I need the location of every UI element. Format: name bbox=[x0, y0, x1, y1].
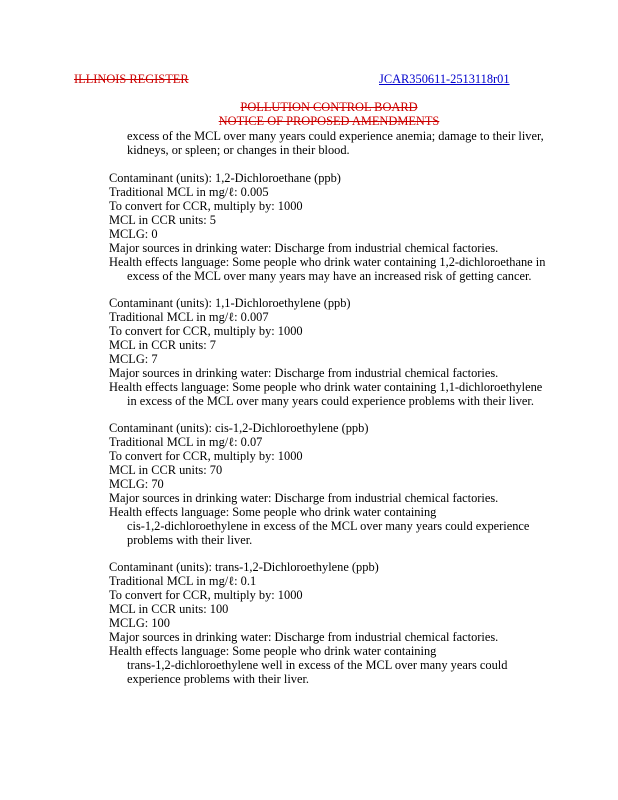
mcl-ccr-units: MCL in CCR units: 7 bbox=[109, 338, 216, 352]
jcar-code-link[interactable]: JCAR350611-2513118r01 bbox=[379, 72, 510, 86]
health-effects-cont: excess of the MCL over many years may have an increased risk of getting cancer. bbox=[127, 269, 532, 283]
contaminant-name: Contaminant (units): cis-1,2-Dichloroethylene (ppb) bbox=[109, 421, 369, 435]
traditional-mcl: Traditional MCL in mg/ℓ: 0.007 bbox=[109, 310, 269, 324]
mcl-ccr-units: MCL in CCR units: 70 bbox=[109, 463, 223, 477]
health-effects: Health effects language: Some people who drink water containing bbox=[109, 505, 437, 519]
mclg-value: MCLG: 7 bbox=[109, 352, 158, 366]
contaminant-name: Contaminant (units): 1,1-Dichloroethylene (ppb) bbox=[109, 296, 351, 310]
notice-title: NOTICE OF PROPOSED AMENDMENTS bbox=[218, 114, 440, 128]
health-effects: Health effects language: Some people who drink water containing 1,1-dichloroethylene bbox=[109, 380, 543, 394]
health-effects: Health effects language: Some people who drink water containing 1,2-dichloroethane in bbox=[109, 255, 546, 269]
mclg-value: MCLG: 100 bbox=[109, 616, 170, 630]
major-sources: Major sources in drinking water: Discharge from industrial chemical factories. bbox=[109, 630, 499, 644]
major-sources: Major sources in drinking water: Discharge from industrial chemical factories. bbox=[109, 241, 499, 255]
contaminant-name: Contaminant (units): trans-1,2-Dichloroethylene (ppb) bbox=[109, 560, 379, 574]
contaminant-name: Contaminant (units): 1,2-Dichloroethane (ppb) bbox=[109, 171, 341, 185]
health-effects-cont: in excess of the MCL over many years could experience problems with their liver. bbox=[127, 394, 534, 408]
board-name: POLLUTION CONTROL BOARD bbox=[240, 100, 418, 114]
ccr-multiplier: To convert for CCR, multiply by: 1000 bbox=[109, 199, 303, 213]
traditional-mcl: Traditional MCL in mg/ℓ: 0.005 bbox=[109, 185, 269, 199]
health-effects-cont: experience problems with their liver. bbox=[127, 672, 310, 686]
mclg-value: MCLG: 0 bbox=[109, 227, 158, 241]
major-sources: Major sources in drinking water: Discharge from industrial chemical factories. bbox=[109, 491, 499, 505]
intro-line: kidneys, or spleen; or changes in their blood. bbox=[127, 143, 350, 157]
health-effects-cont: trans-1,2-dichloroethylene well in excess of the MCL over many years could bbox=[127, 658, 508, 672]
major-sources: Major sources in drinking water: Discharge from industrial chemical factories. bbox=[109, 366, 499, 380]
traditional-mcl: Traditional MCL in mg/ℓ: 0.07 bbox=[109, 435, 263, 449]
ccr-multiplier: To convert for CCR, multiply by: 1000 bbox=[109, 588, 303, 602]
traditional-mcl: Traditional MCL in mg/ℓ: 0.1 bbox=[109, 574, 257, 588]
mcl-ccr-units: MCL in CCR units: 100 bbox=[109, 602, 229, 616]
ccr-multiplier: To convert for CCR, multiply by: 1000 bbox=[109, 449, 303, 463]
intro-line: excess of the MCL over many years could experience anemia; damage to their liver, bbox=[127, 129, 544, 143]
health-effects-cont: cis-1,2-dichloroethylene in excess of the MCL over many years could experience bbox=[127, 519, 530, 533]
health-effects-cont: problems with their liver. bbox=[127, 533, 253, 547]
ccr-multiplier: To convert for CCR, multiply by: 1000 bbox=[109, 324, 303, 338]
health-effects: Health effects language: Some people who drink water containing bbox=[109, 644, 437, 658]
mclg-value: MCLG: 70 bbox=[109, 477, 164, 491]
register-title: ILLINOIS REGISTER bbox=[74, 72, 189, 86]
mcl-ccr-units: MCL in CCR units: 5 bbox=[109, 213, 216, 227]
